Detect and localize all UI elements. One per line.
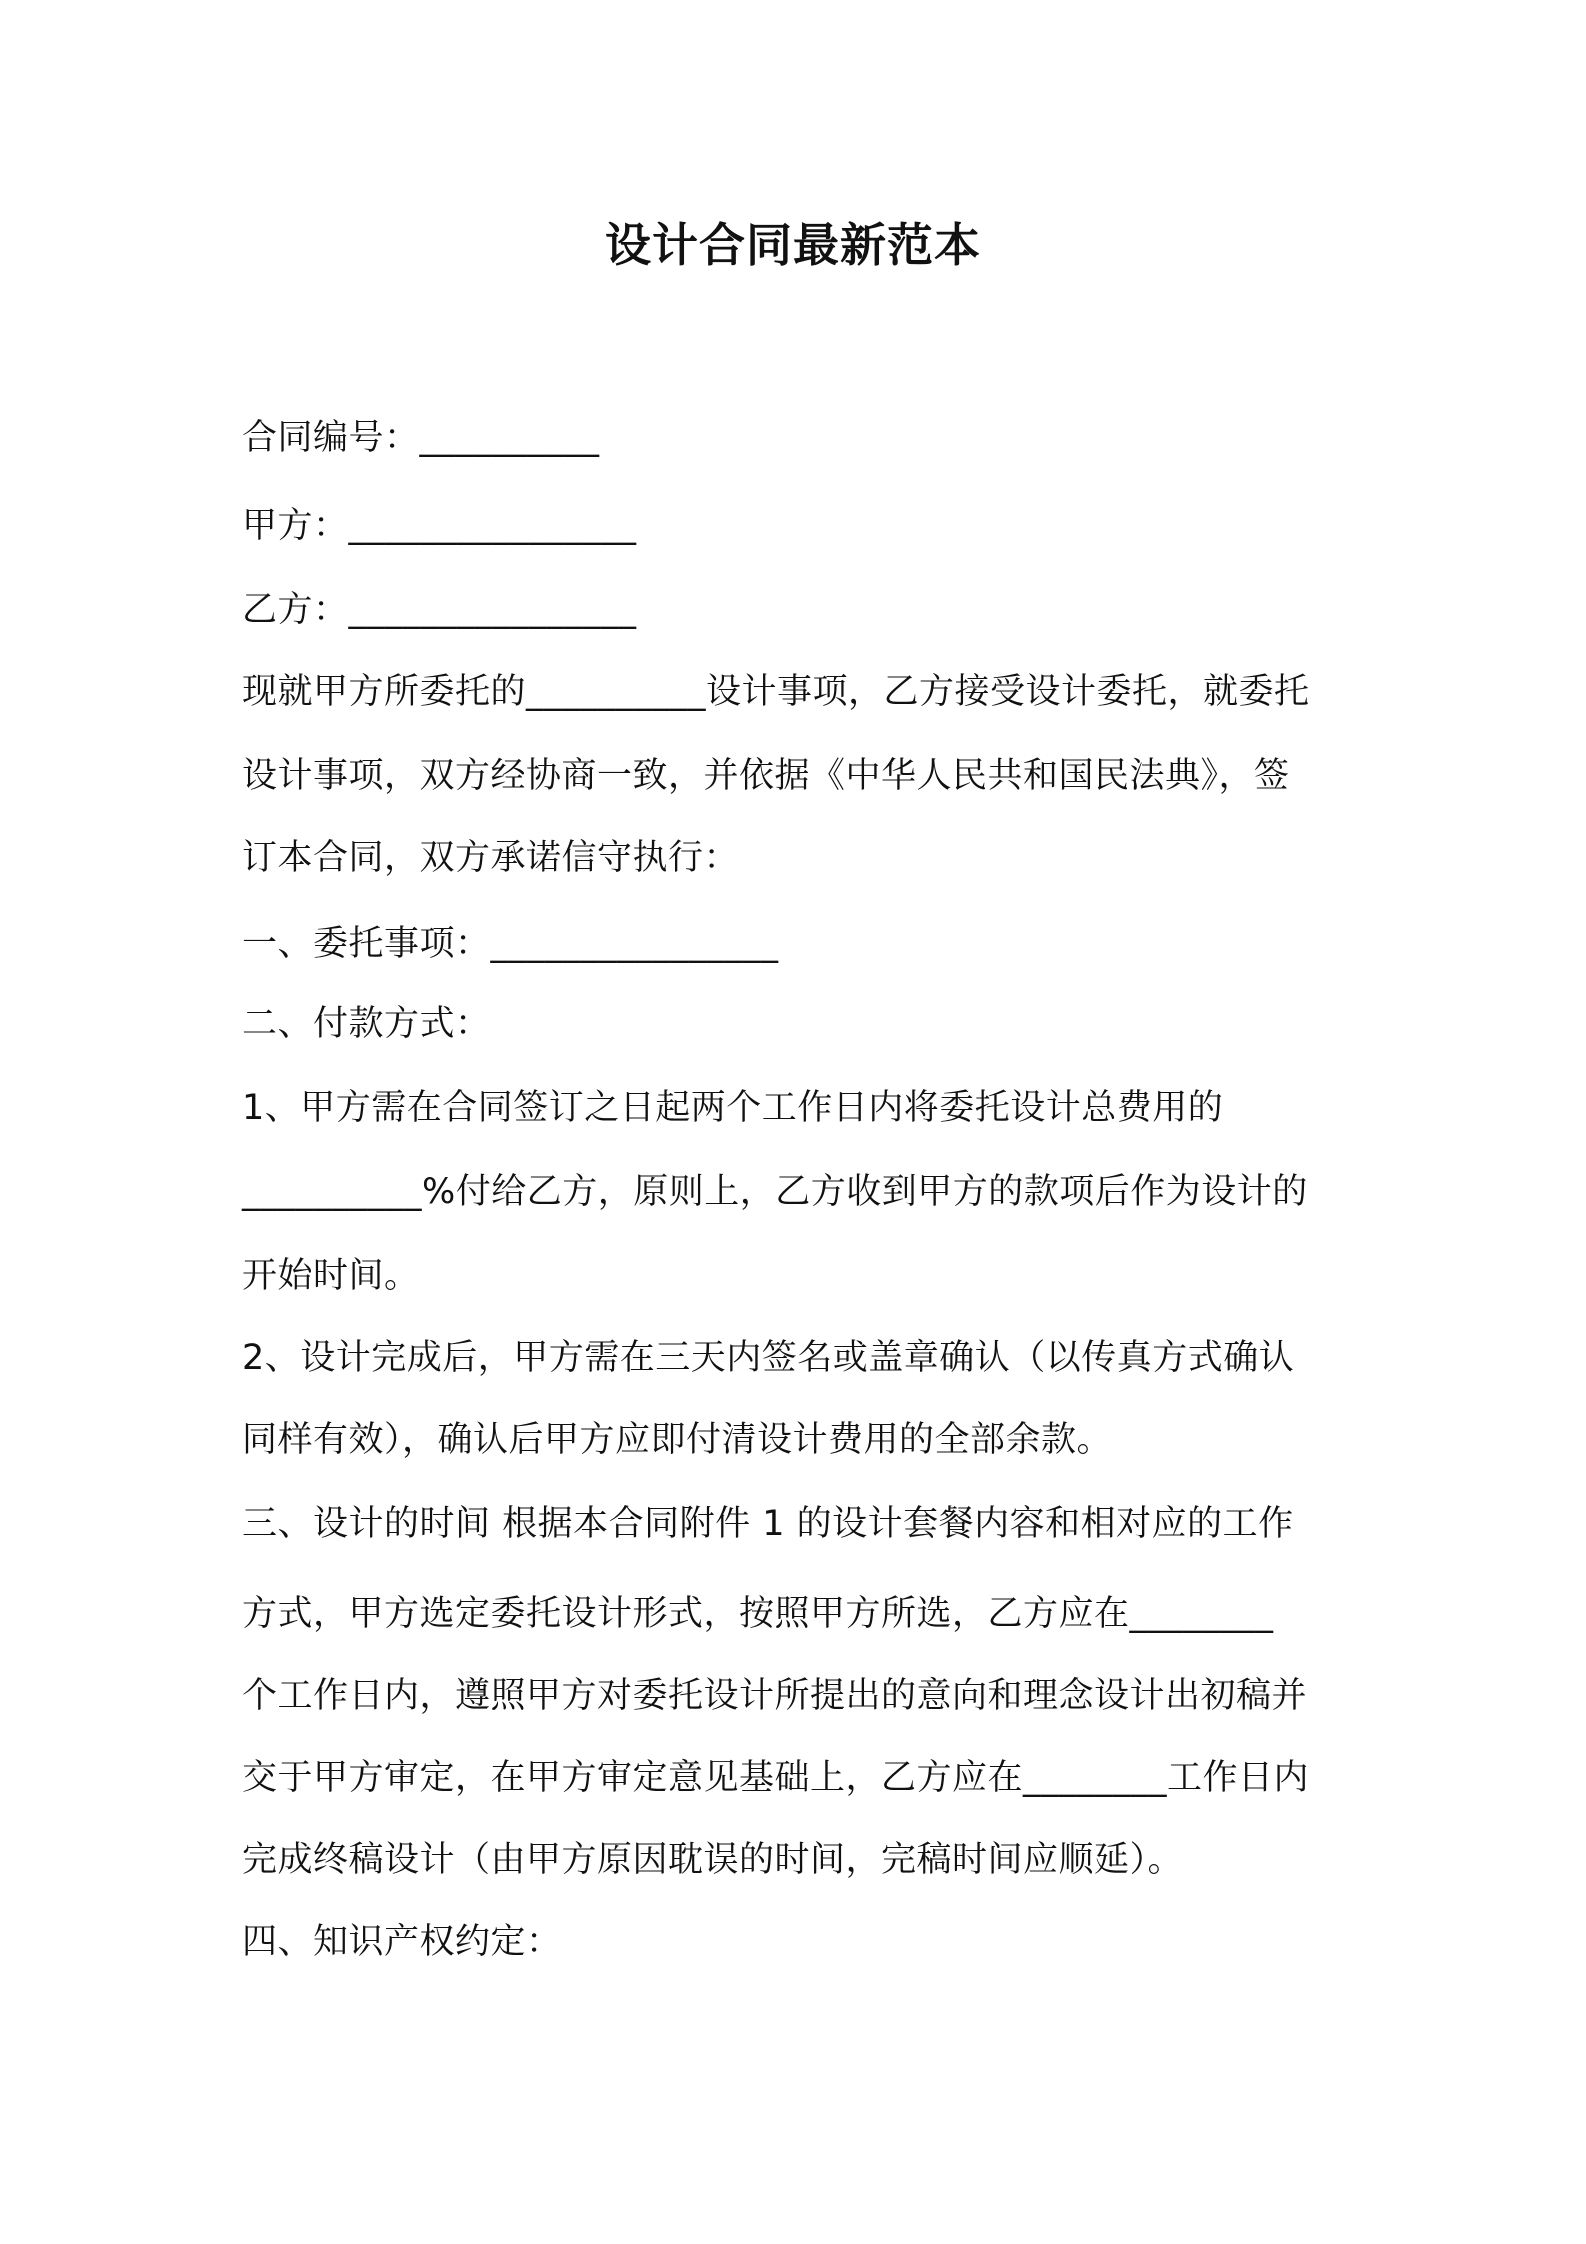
payment-clause-2-line-1: 2、设计完成后，甲方需在三天内签名或盖章确认（以传真方式确认 (242, 1338, 1295, 1378)
section-4-heading: 四、知识产权约定： (242, 1922, 562, 1962)
payment-clause-1-line-2: __________%付给乙方，原则上，乙方收到甲方的款项后作为设计的 (242, 1172, 1308, 1212)
preamble-line-1: 现就甲方所委托的__________设计事项，乙方接受设计委托，就委托 (242, 672, 1310, 712)
preamble-line-2: 设计事项，双方经协商一致，并依据《中华人民共和国民法典》，签 (242, 756, 1290, 796)
party-b-line: 乙方：________________ (242, 590, 637, 630)
section-3-line-4: 交于甲方审定，在甲方审定意见基础上，乙方应在________工作日内 (242, 1758, 1310, 1798)
payment-clause-2-line-2: 同样有效），确认后甲方应即付清设计费用的全部余款。 (242, 1420, 1113, 1460)
payment-clause-1-line-1: 1、甲方需在合同签订之日起两个工作日内将委托设计总费用的 (242, 1088, 1224, 1128)
section-3-line-2: 方式，甲方选定委托设计形式，按照甲方所选，乙方应在________ (242, 1594, 1274, 1634)
section-1-heading: 一、委托事项：________________ (242, 924, 779, 964)
section-3-line-1: 三、设计的时间 根据本合同附件 1 的设计套餐内容和相对应的工作 (242, 1504, 1294, 1544)
party-a-line: 甲方：________________ (242, 506, 637, 546)
section-3-line-5: 完成终稿设计（由甲方原因耽误的时间，完稿时间应顺延）。 (242, 1840, 1184, 1880)
section-2-heading: 二、付款方式： (242, 1004, 491, 1044)
preamble-line-3: 订本合同，双方承诺信守执行： (242, 838, 740, 878)
section-3-line-3: 个工作日内，遵照甲方对委托设计所提出的意向和理念设计出初稿并 (242, 1676, 1308, 1716)
document-title: 设计合同最新范本 (605, 218, 981, 272)
contract-number-line: 合同编号：__________ (242, 418, 600, 458)
payment-clause-1-line-3: 开始时间。 (242, 1256, 420, 1296)
